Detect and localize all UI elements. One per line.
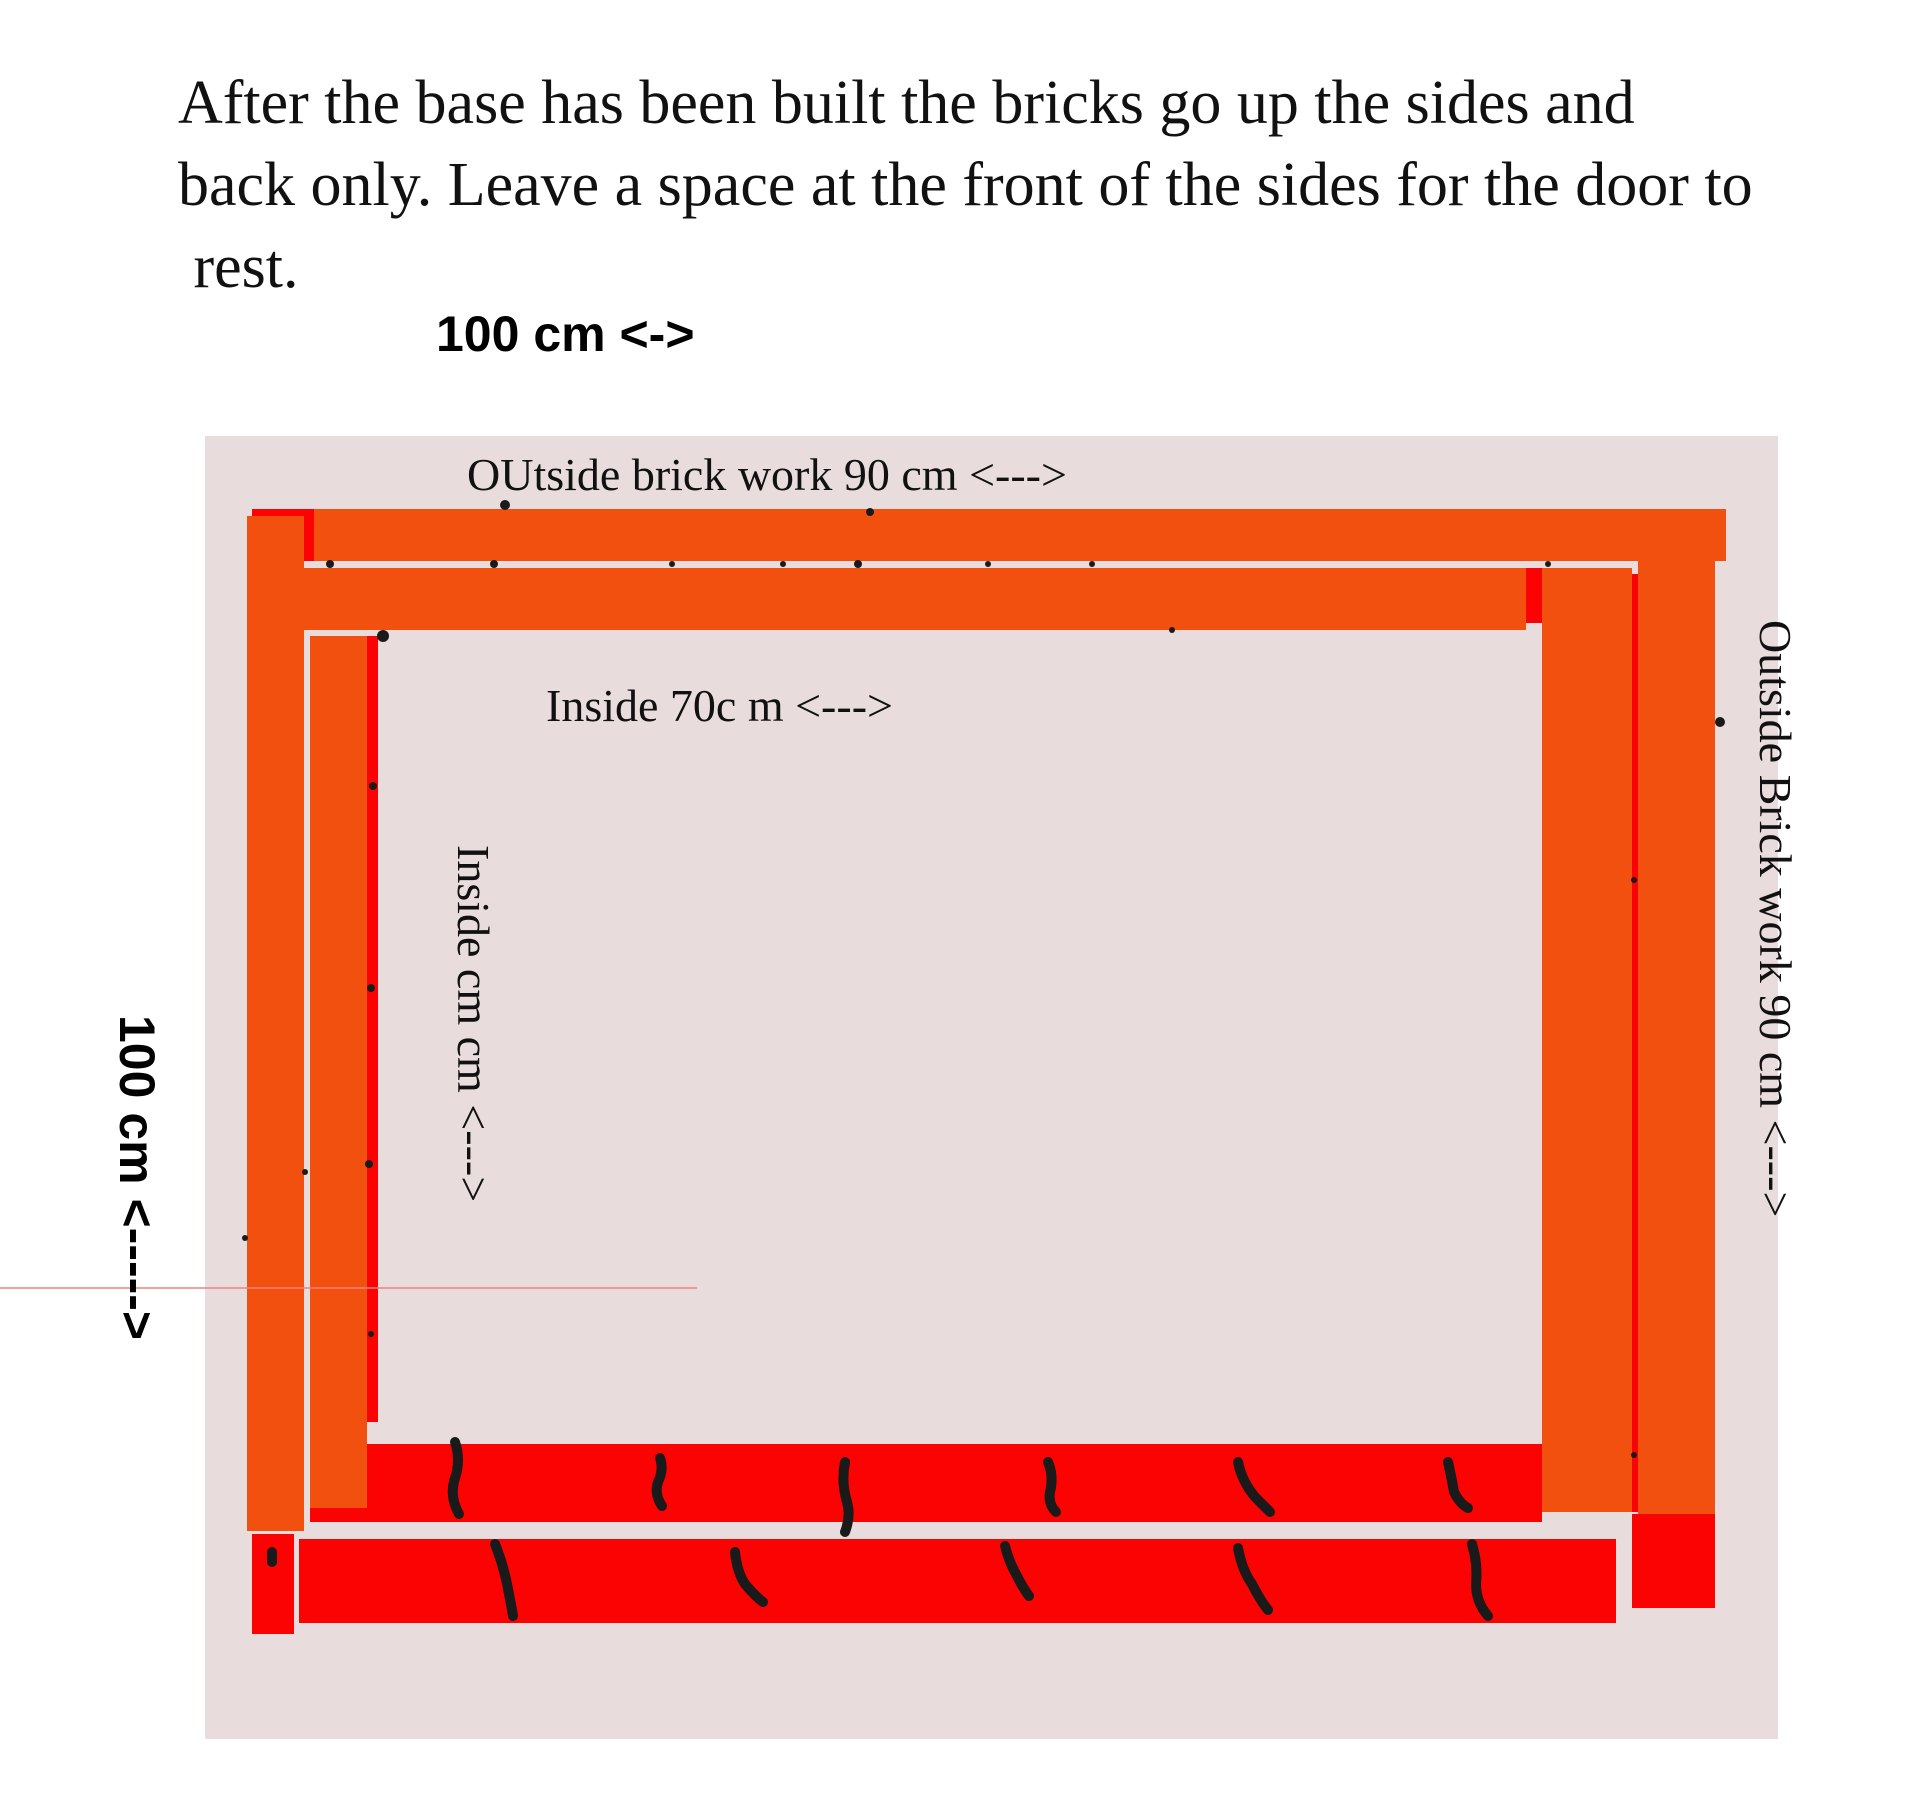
outer-right-wall-corner — [1632, 1514, 1715, 1608]
outside-right-label: Outside Brick work 90 cm <---> — [1750, 620, 1801, 1218]
caption-line-2: back only. Leave a space at the front of the sides for the door to — [178, 151, 1753, 219]
inner-right-wall-edge — [1632, 574, 1638, 1512]
base-front-row-1-left — [310, 1508, 370, 1522]
outer-left-wall — [247, 516, 304, 1531]
caption-line-3: rest. — [178, 233, 299, 301]
inner-left-wall — [310, 636, 367, 1508]
outer-right-wall — [1638, 561, 1715, 1514]
outer-back-wall — [252, 509, 1726, 561]
inner-right-wall — [1542, 568, 1632, 1512]
inner-back-wall-edge — [1526, 568, 1542, 623]
outside-top-label: OUtside brick work 90 cm <---> — [467, 449, 1067, 500]
inside-top-label: Inside 70c m <---> — [546, 680, 893, 731]
outer-back-wall-right — [1640, 509, 1726, 561]
left-dimension-label: 100 cm <-----> — [109, 1015, 165, 1341]
inner-back-wall — [292, 568, 1526, 630]
base-front-row-1 — [367, 1444, 1542, 1522]
top-dimension-label: 100 cm <-> — [436, 306, 695, 362]
caption-line-1: After the base has been built the bricks go up the sides and — [178, 69, 1635, 137]
inside-left-label: Inside cm cm <---> — [448, 845, 499, 1203]
